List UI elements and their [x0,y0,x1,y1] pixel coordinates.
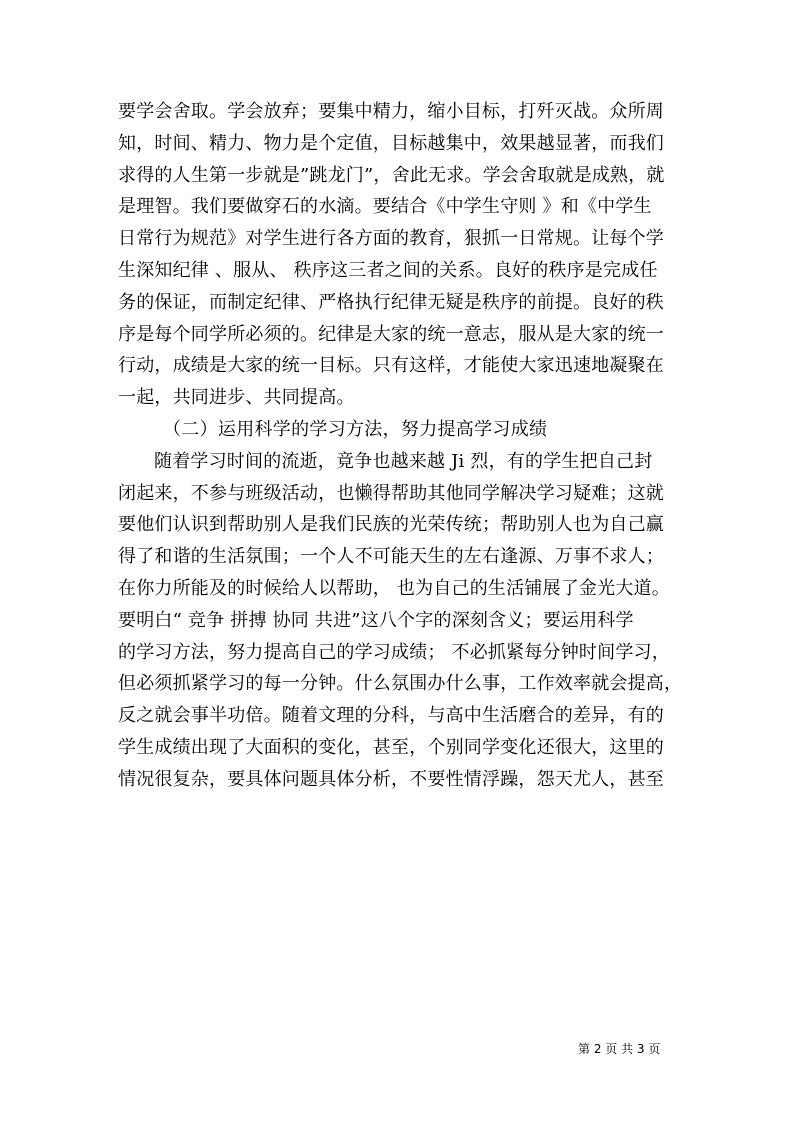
text-line: 学生成绩出现了大面积的变化，甚至，个别同学变化还很大，这里的 [118,736,664,758]
paragraph-start-line: 随着学习时间的流逝，竟争也越来越 Ji 烈，有的学生把自己封 [154,450,653,472]
body-text [118,96,684,796]
text-line: 生深知纪律 、服从、 秩序这三者之间的关系。良好的秩序是完成任 [118,259,658,281]
text-line: 是理智。我们要做穿石的水滴。要结合《中学生守则 》和《中学生 [118,196,652,218]
text-line: 行动，成绩是大家的统一目标。只有这样，才能使大家迅速地凝聚在 [118,355,664,377]
text-line: 闭起来，不参与班级活动，也懒得帮助其他同学解决学习疑难；这就 [118,482,664,504]
text-line: 要学会舍取。学会放弃；要集中精力，缩小目标，打歼灭战。众所周 [118,101,664,122]
text-line: 一起，共同进步、共同提高。 [118,387,355,409]
section-heading: （二）运用科学的学习方法，努力提高学习成绩 [163,418,548,440]
text-line: 知，时间、精力、物力是个定值，目标越集中，效果越显著，而我们 [118,132,664,154]
text-line: 但必须抓紧学习的每一分钟。什么氛围办什么事，工作效率就会提高， [118,673,683,695]
page-number-footer: 第 2 页 共 3 页 [578,1042,661,1056]
text-line: 在你力所能及的时候给人以帮助， 也为自己的生活铺展了金光大道。 [118,577,670,599]
text-line: 反之就会事半功倍。随着文理的分科，与高中生活磨合的差异，有的 [118,705,664,727]
text-line: 要明白“ 竞争 拼搏 协同 共进”这八个字的深刻含义；要运用科学 [118,609,634,631]
text-line: 得了和谐的生活氛围；一个人不可能天生的左右逢源、万事不求人； [118,546,664,568]
text-line: 务的保证，而制定纪律、严格执行纪律无疑是秩序的前提。良好的秩 [118,291,664,313]
text-line: 情况很复杂，要具体问题具体分析，不要性情浮躁，怨天尤人，甚至 [118,768,664,790]
text-line: 日常行为规范》对学生进行各方面的教育，狠抓一日常规。让每个学 [118,228,664,250]
text-line: 序是每个同学所必须的。纪律是大家的统一意志，服从是大家的统一 [118,323,664,345]
text-line: 要他们认识到帮助别人是我们民族的光荣传统；帮助别人也为自己赢 [118,514,664,536]
text-line: 求得的人生第一步就是”跳龙门”，舍此无求。学会舍取就是成熟，就 [118,164,665,186]
text-line: 的学习方法，努力提高自己的学习成绩； 不必抓紧每分钟时间学习， [118,641,670,663]
